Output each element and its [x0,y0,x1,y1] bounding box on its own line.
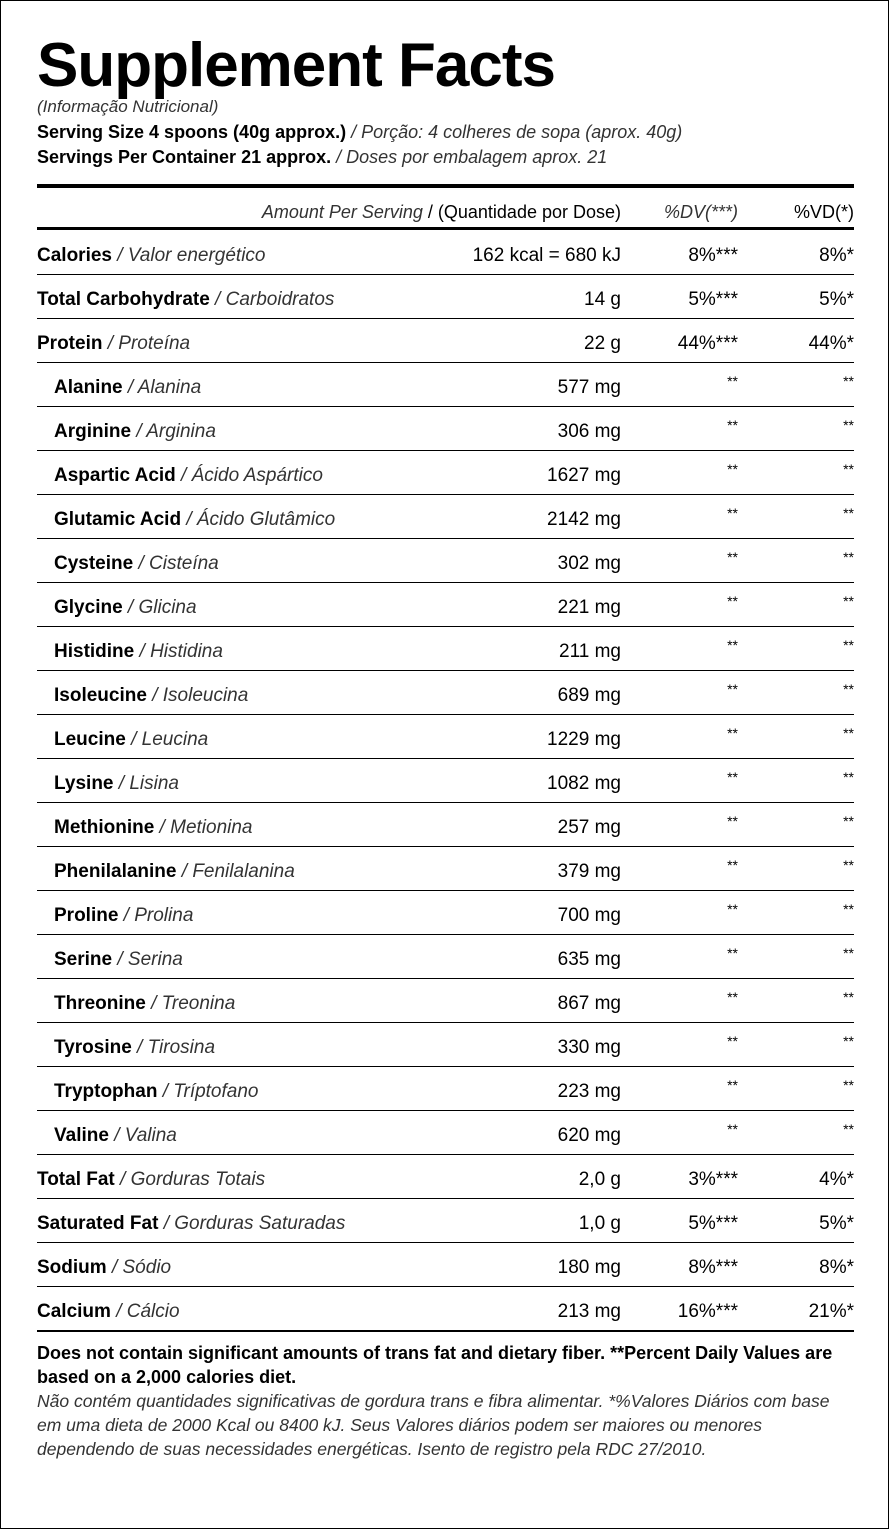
nutrient-vd: ** [843,857,854,873]
nutrient-amount: 211 mg [559,641,621,662]
nutrient-name [54,803,253,853]
nutrient-vd: ** [843,945,854,961]
nutrient-name-en: Glutamic Acid [54,509,182,530]
nutrient-name [54,627,223,677]
nutrient-vd: ** [843,1033,854,1049]
nutrient-amount: 1627 mg [547,465,621,486]
table-header [37,199,854,225]
nutrient-vd: ** [843,417,854,433]
nutrient-amount: 302 mg [557,553,621,574]
nutrient-name [54,495,335,545]
nutrient-amount: 379 mg [557,861,621,882]
nutrient-amount: 1229 mg [547,729,621,750]
nutrient-name [54,847,295,897]
nutrient-table [37,231,854,1332]
amount-header-en: Amount Per Serving [261,202,423,222]
footnote-en: Does not contain significant amounts of trans fat and dietary fiber. **Percent Daily Values are based on a 2,000 calories diet. [37,1343,833,1387]
nutrient-dv: ** [727,813,738,829]
nutrient-name-en: Sodium [37,1257,107,1278]
nutrient-dv: 5%*** [688,289,738,310]
nutrient-name-en: Methionine [54,817,155,838]
table-row [37,847,854,891]
nutrient-name [54,715,208,765]
nutrient-dv: 16%*** [677,1301,738,1322]
table-row [37,231,854,275]
nutrient-amount: 689 mg [557,685,621,706]
nutrient-name-en: Arginine [54,421,132,442]
nutrient-name-en: Histidine [54,641,135,662]
nutrient-name-en: Protein [37,333,103,354]
table-row [37,407,854,451]
nutrient-name [54,451,323,501]
nutrient-vd: ** [843,461,854,477]
table-row [37,803,854,847]
nutrient-name-pt: / Leucina [125,729,209,750]
nutrient-name-en: Phenilalanine [54,861,177,882]
nutrient-name-pt: / Sódio [106,1257,172,1278]
top-divider [37,184,854,188]
footnote [37,1341,854,1461]
nutrient-dv: ** [727,1033,738,1049]
nutrient-name [54,539,219,589]
nutrient-dv: ** [727,549,738,565]
nutrient-name [54,935,183,985]
nutrient-amount: 577 mg [557,377,621,398]
nutrient-amount: 867 mg [557,993,621,1014]
table-row [37,627,854,671]
vd-header: %VD(*) [793,202,854,222]
nutrient-name-pt: / Treonina [145,993,236,1014]
nutrient-vd: ** [843,681,854,697]
amount-header-pt: / (Quantidade por Dose) [422,202,621,222]
nutrient-name-pt: / Gorduras Saturadas [158,1213,346,1234]
nutrient-name-en: Tryptophan [54,1081,158,1102]
nutrient-vd: ** [843,725,854,741]
nutrient-name-en: Alanine [54,377,123,398]
nutrient-name-en: Saturated Fat [37,1213,159,1234]
table-row [37,1023,854,1067]
nutrient-vd: 44%* [808,333,854,354]
servings-per-container [37,145,607,169]
table-row [37,759,854,803]
table-row [37,715,854,759]
nutrient-dv: ** [727,1121,738,1137]
nutrient-vd: ** [843,813,854,829]
nutrient-name-pt: / Carboidratos [209,289,335,310]
table-row [37,1287,854,1332]
table-row [37,979,854,1023]
nutrient-amount: 14 g [584,289,621,310]
nutrient-vd: ** [843,373,854,389]
nutrient-dv: ** [727,505,738,521]
header-divider [37,227,854,230]
nutrient-amount: 2142 mg [547,509,621,530]
nutrient-name-en: Proline [54,905,119,926]
nutrient-dv: ** [727,1077,738,1093]
nutrient-name [54,979,235,1029]
nutrient-dv: ** [727,417,738,433]
nutrient-name [54,1067,258,1117]
nutrient-name [37,319,190,369]
nutrient-vd: ** [843,549,854,565]
nutrient-name-en: Tyrosine [54,1037,132,1058]
nutrient-name [54,583,197,633]
nutrient-name-pt: / Isoleucina [146,685,249,706]
nutrient-dv: ** [727,725,738,741]
nutrient-amount: 635 mg [557,949,621,970]
footnote-pt: Não contém quantidades significativas de gordura trans e fibra alimentar. *%Valores Diários com base em uma dieta de 2000 Kcal ou 8400 kJ. Seus Valores diários podem ser maiores ou menores dependendo de suas necessidades energéticas. Isento de registro pela RDC 27/2010. [37,1391,830,1459]
nutrient-name [54,671,248,721]
nutrient-name-pt: / Serina [112,949,183,970]
nutrient-name-pt: / Histidina [134,641,223,662]
nutrient-amount: 223 mg [557,1081,621,1102]
nutrient-amount: 257 mg [557,817,621,838]
nutrient-dv: ** [727,373,738,389]
nutrient-dv: ** [727,945,738,961]
nutrient-name-pt: / Alanina [122,377,202,398]
nutrient-dv: ** [727,461,738,477]
nutrient-vd: 4%* [819,1169,854,1190]
nutrient-name [37,1243,171,1293]
nutrient-name-pt: / Tirosina [131,1037,216,1058]
nutrient-amount: 1082 mg [547,773,621,794]
nutrient-vd: ** [843,1077,854,1093]
table-row [37,671,854,715]
nutrient-name-en: Lysine [54,773,114,794]
table-row [37,891,854,935]
nutrient-dv: ** [727,989,738,1005]
nutrient-vd: 5%* [819,289,854,310]
serving-size-pt: / Porção: 4 colheres de sopa (aprox. 40g) [346,122,683,142]
nutrient-name-en: Total Fat [37,1169,115,1190]
nutrient-dv: 8%*** [688,245,738,266]
nutrient-name-pt: / Ácido Glutâmico [181,509,336,530]
nutrient-amount: 1,0 g [578,1213,621,1234]
table-row [37,935,854,979]
table-row [37,1067,854,1111]
nutrient-vd: 5%* [819,1213,854,1234]
nutrient-vd: ** [843,637,854,653]
nutrient-amount: 162 kcal = 680 kJ [472,245,621,266]
nutrient-amount: 700 mg [557,905,621,926]
amount-per-serving-header [262,199,621,225]
nutrient-name-en: Aspartic Acid [54,465,176,486]
nutrient-dv: ** [727,593,738,609]
nutrient-name-pt: / Prolina [118,905,194,926]
nutrient-vd: 8%* [819,245,854,266]
dv-header: %DV(***) [663,202,738,222]
table-row [37,275,854,319]
table-row [37,1155,854,1199]
serving-size-en: Serving Size 4 spoons (40g approx.) [37,122,347,142]
nutrient-dv: ** [727,637,738,653]
nutrient-name-pt: / Lisina [113,773,179,794]
nutrient-amount: 22 g [584,333,621,354]
nutrient-name-en: Glycine [54,597,123,618]
nutrient-name-en: Total Carbohydrate [37,289,210,310]
nutrient-name-pt: / Cisteína [133,553,219,574]
nutrient-amount: 620 mg [557,1125,621,1146]
table-row [37,495,854,539]
nutrient-amount: 180 mg [557,1257,621,1278]
nutrient-dv: 8%*** [688,1257,738,1278]
nutrient-name [54,363,201,413]
nutrient-name-en: Calcium [37,1301,111,1322]
nutrient-name-en: Calories [37,245,112,266]
nutrient-name-pt: / Cálcio [110,1301,180,1322]
nutrient-name [54,1111,177,1161]
nutrient-vd: ** [843,769,854,785]
nutrient-name-pt: / Metionina [154,817,253,838]
servings-per-container-pt: / Doses por embalagem aprox. 21 [331,147,608,167]
nutrient-vd: 21%* [808,1301,854,1322]
table-row [37,319,854,363]
nutrient-name-pt: / Tríptofano [157,1081,259,1102]
table-row [37,539,854,583]
nutrient-name-pt: / Ácido Aspártico [175,465,323,486]
nutrient-name [54,1023,215,1073]
nutrient-vd: 8%* [819,1257,854,1278]
nutrient-vd: ** [843,593,854,609]
nutrient-name [37,1155,265,1205]
table-row [37,363,854,407]
nutrient-name-pt: / Glicina [122,597,197,618]
nutrient-amount: 330 mg [557,1037,621,1058]
nutrient-vd: ** [843,989,854,1005]
nutrient-name [37,1199,345,1249]
nutrient-name [54,407,216,457]
nutrient-name [54,891,193,941]
nutrient-dv: ** [727,769,738,785]
nutrient-name [37,275,334,325]
nutrient-vd: ** [843,505,854,521]
nutrient-amount: 221 mg [557,597,621,618]
nutrient-name-pt: / Valina [108,1125,177,1146]
nutrient-name-en: Valine [54,1125,109,1146]
nutrient-name [37,1287,180,1337]
table-row [37,1199,854,1243]
nutrient-name [54,759,179,809]
nutrient-name-en: Leucine [54,729,126,750]
nutrient-amount: 306 mg [557,421,621,442]
nutrient-name-en: Serine [54,949,113,970]
nutrient-dv: 5%*** [688,1213,738,1234]
nutrient-name-pt: / Fenilalanina [176,861,295,882]
table-row [37,583,854,627]
nutrient-dv: ** [727,857,738,873]
servings-per-container-en: Servings Per Container 21 approx. [37,147,332,167]
table-row [37,1243,854,1287]
nutrient-dv: 44%*** [677,333,738,354]
nutrient-name-pt: / Proteína [102,333,191,354]
nutrient-name-en: Cysteine [54,553,134,574]
nutrient-name-pt: / Gorduras Totais [114,1169,266,1190]
nutrient-dv: 3%*** [688,1169,738,1190]
nutrient-amount: 2,0 g [578,1169,621,1190]
nutrient-name-en: Threonine [54,993,146,1014]
nutrient-name-pt: / Valor energético [111,245,266,266]
label-title: Supplement Facts [37,31,555,100]
label-subtitle: (Informação Nutricional) [37,97,219,116]
nutrient-name-en: Isoleucine [54,685,147,706]
nutrient-vd: ** [843,901,854,917]
table-row [37,451,854,495]
nutrient-vd: ** [843,1121,854,1137]
nutrient-dv: ** [727,901,738,917]
nutrient-name [37,231,265,281]
table-row [37,1111,854,1155]
nutrient-dv: ** [727,681,738,697]
nutrient-amount: 213 mg [557,1301,621,1322]
nutrient-name-pt: / Arginina [131,421,216,442]
serving-size [37,120,682,144]
